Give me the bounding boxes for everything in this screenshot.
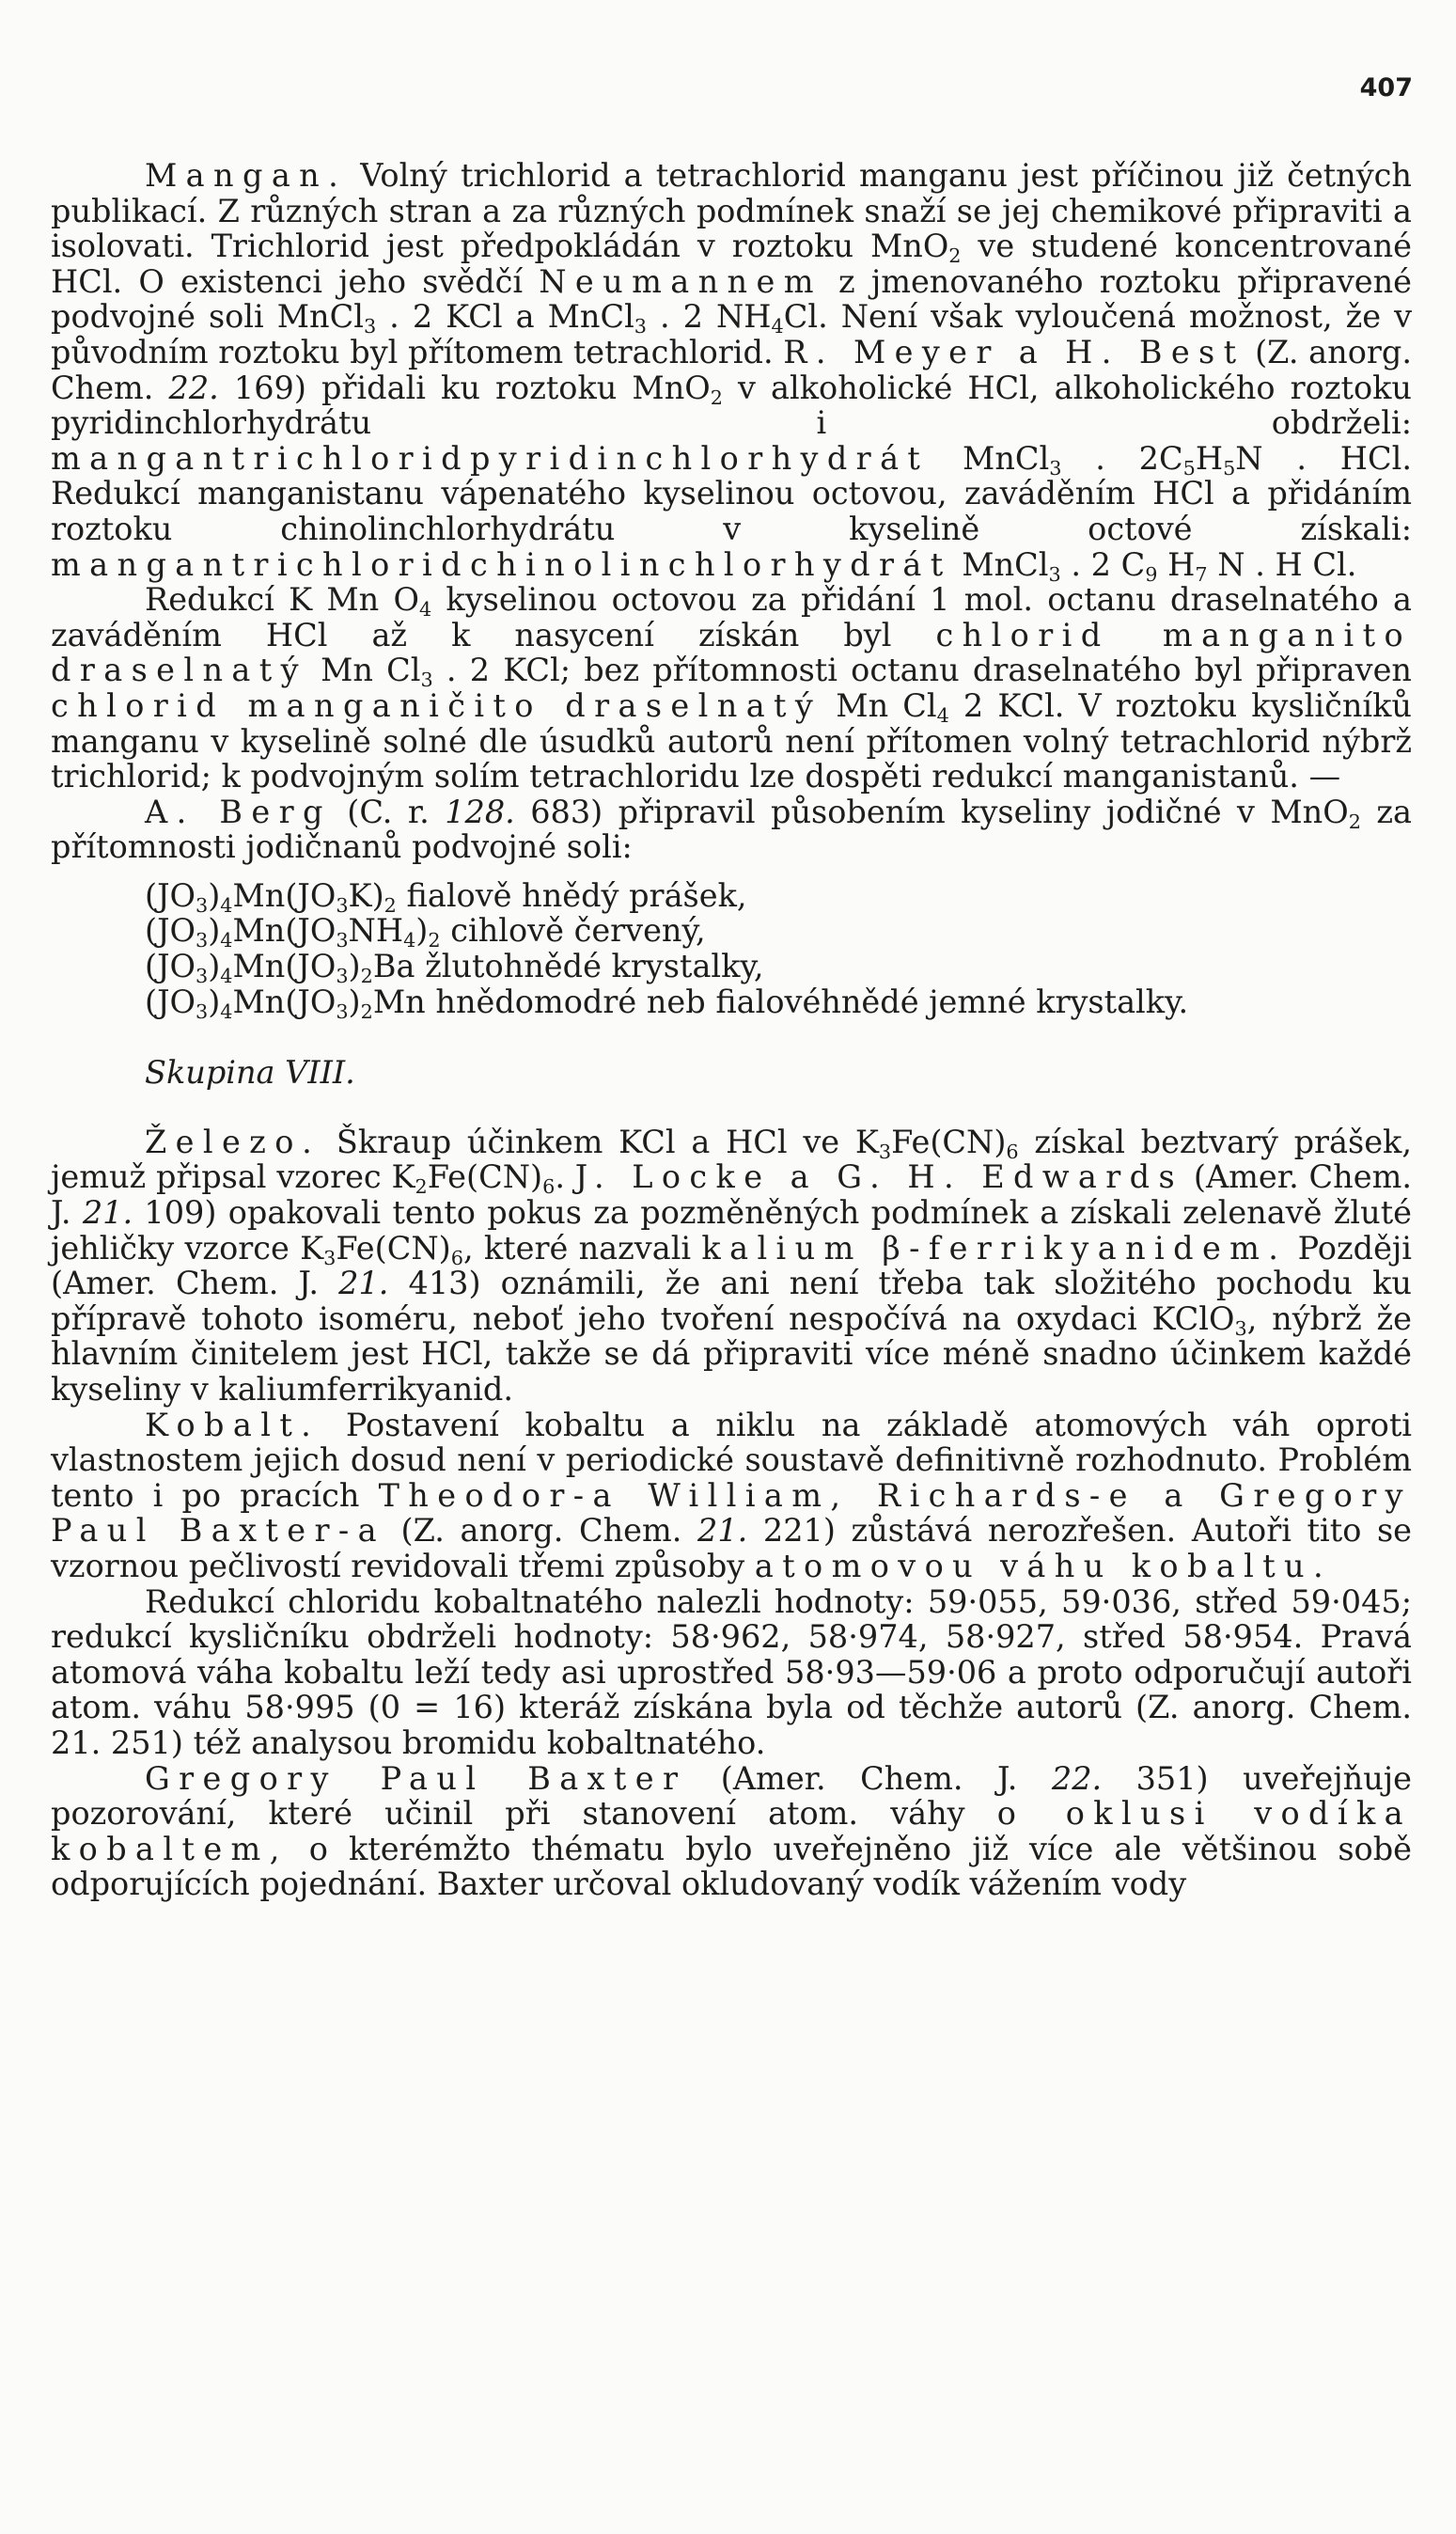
- section-heading: Skupina VIII.: [145, 1054, 355, 1092]
- mangan-paragraph: Mangan. Volný trichlorid a tetrachlorid manganu jest příčinou již četných publikací. Z různých stran a za různých podmínek snaží se jej chemikové připraviti a isolovati. Trichlorid jest předpokládán v roztoku MnO$_2$ ve studené koncentrované HCl. O existenci jeho svědčí Neumannem z jmenovaného roztoku připravené podvojné soli MnCl$_3$ . 2 KCl a MnCl$_3$ . 2 $NH_4Cl$. Není však vyloučená možnost, že v původním roztoku byl přítomem tetrachlorid. R. Meyer a H. Best (Z. anorg. Chem. 22. 169) přidali ku roztoku MnO$_2$ v alkoholické HCl, alkoholického roztoku pyridinchlorhydrátu i obdrželi: mangantrichloridpyridinchlorhydrát MnCl$_3$ . $2C_5H_5N$ . HCl. Redukcí manganistanu vápenatého kyselinou octovou, zaváděním HCl a přidáním roztoku chinolinchlorhydrátu v kyselině octové získali: mangantrichloridchinolinchlorhydrát MnCl$_3$ . 2 $C_9$ $H_7$ N . H Cl.: [51, 157, 1413, 586]
- volume-number: 128.: [445, 793, 515, 830]
- author-name: J. Locke a G. H. Edwards: [574, 1158, 1184, 1196]
- section-lead: Železo.: [145, 1123, 321, 1160]
- volume-number: 21.: [338, 1265, 389, 1302]
- page-body: [51, 158, 1412, 1902]
- mangan-paragraph: A. Berg (C. r. 128. 683) připravil působením kyseliny jodičné v MnO$_2$ za přítomnosti jodičnanů podvojné soli:: [51, 793, 1412, 866]
- emphasis: o oklusi vodíka kobaltem,: [51, 1795, 1412, 1867]
- volume-number: 21.: [697, 1512, 748, 1550]
- formula-line: $(JO_3)_4Mn(JO_3NH_4)_2$ cihlově červený,: [145, 912, 706, 952]
- volume-number: 22.: [168, 369, 219, 406]
- section-lead: Kobalt.: [145, 1406, 321, 1443]
- page-number: 407: [1359, 73, 1413, 102]
- formula-list: [51, 876, 1412, 1023]
- compound-name: chlorid manganičito draselnatý: [51, 686, 822, 724]
- compound-name: kalium β-ferrikyanidem.: [701, 1229, 1288, 1267]
- formula-line: $(JO_3)_4Mn(JO_3)_2Ba$ žlutohnědé krystalky,: [145, 948, 764, 987]
- kobalt-paragraph: Redukcí chloridu kobaltnatého nalezli hodnoty: 59·055, 59·036, střed 59·045; redukcí kysličníku obdrželi hodnoty: 58·962, 58·974, 58·927, střed 58·954. Pravá atomová váha kobaltu leží tedy asi uprostřed 58·93—59·06 a proto odporučují autoři atom. váhu 58·995 (0 = 16) kteráž získána byla od těchže autorů (Z. anorg. Chem. 21. 251) též analysou bromidu kobaltnatého.: [51, 1582, 1412, 1761]
- mangan-paragraph: Redukcí K Mn $O_4$ kyselinou octovou za přidání 1 mol. octanu draselnatého a zaváděním HCl až k nasycení získán byl chlorid manganito draselnatý Mn $Cl_3$ . 2 KCl; bez přítomnosti octanu draselnatého byl připraven chlorid manganičito draselnatý Mn $Cl_4$ 2 KCl. V roztoku kysličníků manganu v kyselině solné dle úsudků autorů není přítomen volný tetrachlorid nýbrž trichlorid; k podvojným solím tetrachloridu lze dospěti redukcí manganistanů. —: [51, 581, 1412, 795]
- section-lead: Mangan.: [145, 157, 348, 194]
- compound-name: mangantrichloridchinolinchlorhydrát: [51, 545, 952, 583]
- author-name: Theodor-a William, Richards-e a Gregory Paul Baxter-a: [51, 1476, 1412, 1550]
- emphasis: atomovou váhu kobaltu.: [754, 1547, 1333, 1584]
- author-name: A. Berg: [145, 793, 332, 830]
- formula-line: $(JO_3)_4Mn(JO_3K)_2$ fialově hnědý prášek,: [145, 876, 747, 917]
- formula-line: $(JO_3)_4Mn(JO_3)_2Mn$ hnědomodré neb fialovéhnědé jemné krystalky.: [145, 983, 1189, 1023]
- author-name: R. Meyer a H. Best: [783, 333, 1245, 370]
- compound-name: chlorid manganito draselnatý: [51, 616, 1412, 689]
- author-name: Gregory Paul Baxter: [145, 1759, 687, 1797]
- volume-number: 22.: [1051, 1759, 1103, 1797]
- compound-name: mangantrichloridpyridinchlorhydrát: [51, 439, 930, 477]
- zelezo-paragraph: Železo. Škraup účinkem KCl a HCl ve $K_3Fe(CN)_6$ získal beztvarý prášek, jemuž připsal vzorec $K_2Fe(CN)_6$. J. Locke a G. H. Edwards (Amer. Chem. J. 21. 109) opakovali tento pokus za pozměněných podmínek a získali zelenavě žluté jehličky vzorce $K_3Fe(CN)_6$, které nazvali kalium β-ferrikyanidem. Později (Amer. Chem. J. 21. 413) oznámili, že ani není třeba tak složitého pochodu ku přípravě tohoto isoméru, neboť jeho tvoření nespočívá na oxydaci KClO$_3$, nýbrž že hlavním činitelem jest HCl, takže se dá připraviti více méně snadno účinkem každé kyseliny v kaliumferrikyanid.: [51, 1123, 1413, 1408]
- author-name: Neumannem: [539, 262, 822, 300]
- kobalt-paragraph: Gregory Paul Baxter (Amer. Chem. J. 22. 351) uveřejňuje pozorování, které učinil při stanovení atom. váhy o oklusi vodíka kobaltem, o kterémžto thématu bylo uveřejněno již více ale většinou sobě odporujících pojednání. Baxter určoval okludovaný vodík vážením vody: [51, 1759, 1412, 1903]
- kobalt-paragraph: Kobalt. Postavení kobaltu a niklu na základě atomových váh oproti vlastnostem jejich dosud není v periodické soustavě definitivně rozhodnuto. Problém tento i po pracích Theodor-a William, Richards-e a Gregory Paul Baxter-a (Z. anorg. Chem. 21. 221) zůstává nerozřešen. Autoři tito se vzornou pečlivostí revidovali třemi způsoby atomovou váhu kobaltu.: [51, 1406, 1412, 1584]
- volume-number: 21.: [82, 1194, 133, 1232]
